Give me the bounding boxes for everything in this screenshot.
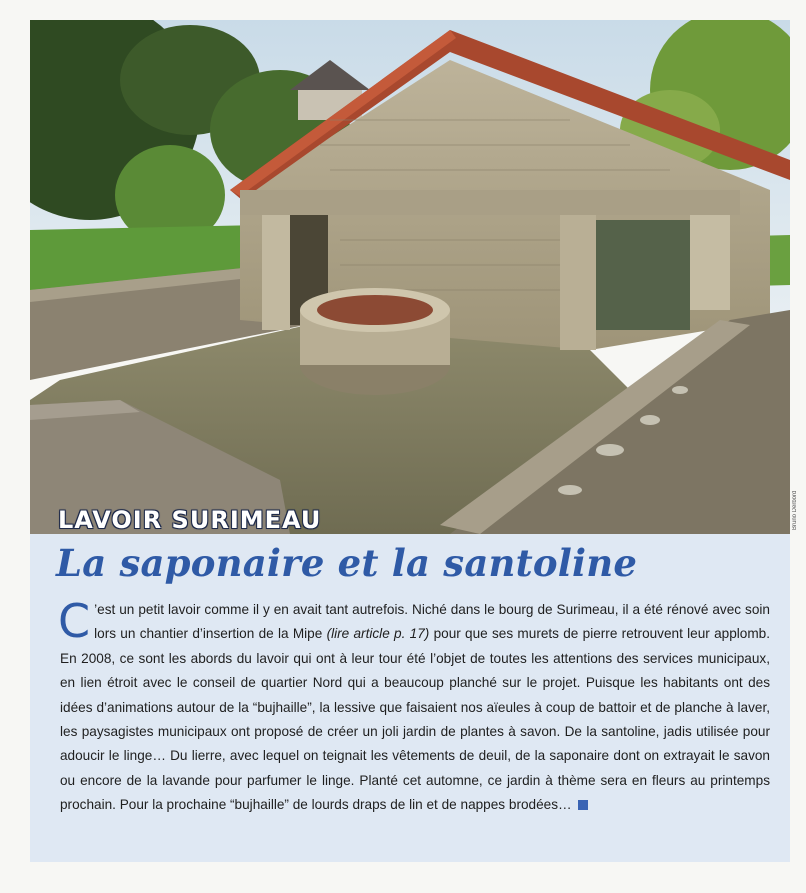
body-text-part1: ’est un petit lavoir comme il y en avait tant autrefois. Niché dans le bourg de Surimeau, il a été rénové avec soin lors un chantier d’insertion de la Mipe (94, 602, 770, 642)
lavoir-photo-illustration (30, 20, 790, 534)
article-title: La saponaire et la santoline (56, 541, 638, 585)
photo-credit: Bruno Derbord (792, 490, 798, 530)
section-label: LAVOIR SURIMEAU (58, 506, 322, 534)
article-body (58, 594, 771, 818)
end-square-icon (578, 800, 588, 810)
lavoir-photo (30, 20, 790, 534)
article-reference: (lire article p. 17) (326, 626, 430, 642)
drop-cap: C (58, 594, 91, 648)
body-text-part2: pour que ses murets de pierre retrouvent leur applomb. En 2008, ce sont les abords du lavoir qui ont à leur tour été l’objet de toutes les attentions des services municipaux, en lien étroit avec le conseil de quartier Nord qui a beaucoup planché sur le projet. Puisque les habitants ont des idées d’animations autour de la “bujhaille”, la lessive que faisaient nos aïeules à coup de battoir et de planche à laver, les paysagistes municipaux ont proposé de créer un joli jardin de plantes à savon. De la santoline, jadis utilisée pour adoucir le linge… Du lierre, avec lequel on teignait les vêtements de deuil, de la saponaire dont on extrayait le savon ou encore de la lavande pour parfumer le linge. Planté cet automne, ce jardin à thème sera en fleurs au printemps prochain. Pour la prochaine “bujhaille” de lourds draps de lin et de nappes brodées… (60, 626, 771, 813)
